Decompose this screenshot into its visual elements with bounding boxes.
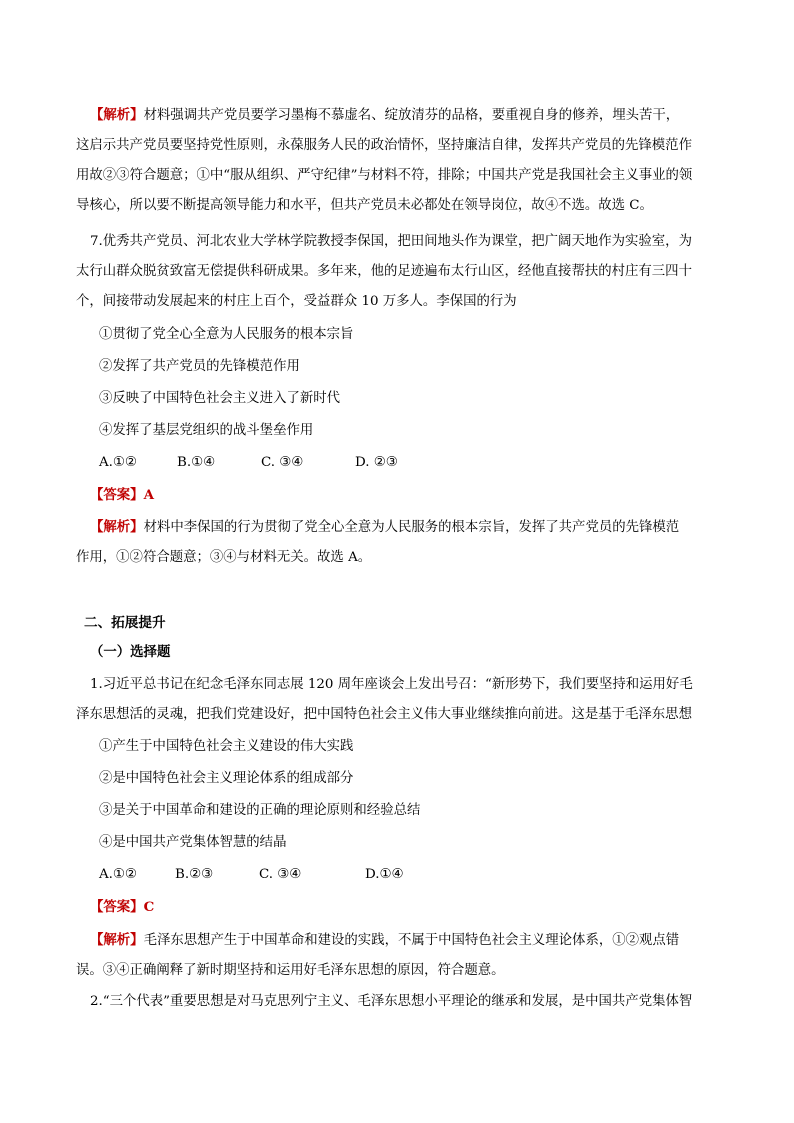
q7-answer-value: A [143,487,154,503]
q7-choice-c: C. ③④ [261,455,304,470]
q1-analysis-line-2: 误。③④正确阐释了新时期坚持和运用好毛泽东思想的原因，符合题意。 [76,963,505,978]
q1-stem-line-1: 1.习近平总书记在纪念毛泽东同志展 120 周年座谈会上发出号召：“新形势下，我们要坚持和运用好毛 [90,677,693,692]
q1-stem [76,670,724,730]
q2-stem [76,987,724,1017]
q1-stem-line-2: 泽东思想活的灵魂，把我们党建设好，把中国特色社会主义伟大事业继续推向前进。这是基于毛泽东思想 [76,707,692,722]
q7-analysis [76,512,724,573]
q1-option-1: ①产生于中国特色社会主义建设的伟大实践 [99,739,354,754]
analysis-label: 【解析】 [90,932,144,948]
q6-analysis-line-4: 导核心，所以要不断提高领导能力和水平，但共产党员未必都处在领导岗位，故④不选。故选 C。 [76,198,653,213]
q1-option-2: ②是中国特色社会主义理论体系的组成部分 [99,771,354,786]
q1-answer-value: C [143,899,155,915]
q6-analysis-line-2: 这启示共产党员要坚持党性原则，永葆服务人民的政治情怀，坚持廉洁自律，发挥共产党员的先锋模范作 [76,138,692,153]
subsection-heading: （一）选择题 [90,644,171,660]
q7-option-1: ①贯彻了党全心全意为人民服务的根本宗旨 [99,327,354,342]
q7-analysis-line-1: 【解析】材料中李保国的行为贯彻了党全心全意为人民服务的根本宗旨，发挥了共产党员的先锋模范 [90,519,680,535]
q7-stem [76,227,724,317]
q7-stem-line-3: 个，间接带动发展起来的村庄上百个，受益群众 10 万多人。李保国的行为 [76,294,517,309]
q1-choices [99,860,404,890]
q7-option-2: ②发挥了共产党员的先锋模范作用 [99,359,300,374]
q1-answer [90,892,154,923]
q7-option-4: ④发挥了基层党组织的战斗堡垒作用 [99,423,314,438]
q2-stem-line-1: 2.“三个代表”重要思想是对马克思列宁主义、毛泽东思想小平理论的继承和发展，是中国共产党集体智 [90,994,693,1009]
analysis-label: 【解析】 [90,107,144,123]
q1-analysis [76,925,724,986]
q7-answer [90,480,154,511]
q1-choice-d: D.①④ [365,867,404,882]
q7-choice-d: D. ②③ [355,455,398,470]
q7-analysis-line-2: 作用，①②符合题意；③④与材料无关。故选 A。 [76,550,372,565]
q6-analysis-line-1: 【解析】材料强调共产党员要学习墨梅不慕虚名、绽放清芬的品格，要重视自身的修养，埋头苦干， [90,107,680,123]
q1-choice-c: C. ③④ [259,867,302,882]
q7-choice-a: A.①② [99,455,137,470]
answer-label: 【答案】 [90,487,144,503]
analysis-label: 【解析】 [90,519,144,535]
q7-option-3: ③反映了中国特色社会主义进入了新时代 [99,391,341,406]
q7-stem-line-2: 太行山群众脱贫致富无偿提供科研成果。多年来，他的足迹遍布太行山区，经他直接帮扶的村庄有三四十 [76,264,692,279]
q6-analysis-line-3: 用故②③符合题意；①中“服从组织、严守纪律”与材料不符，排除；中国共产党是我国社会主义事业的领 [76,168,693,183]
section-heading: 二、拓展提升 [84,615,166,631]
q7-choices [99,448,398,478]
q1-option-4: ④是中国共产党集体智慧的结晶 [99,835,287,850]
q1-choice-b: B.②③ [175,867,214,882]
answer-label: 【答案】 [90,899,144,915]
q7-choice-b: B.①④ [177,455,216,470]
q1-analysis-line-1: 【解析】毛泽东思想产生于中国革命和建设的实践，不属于中国特色社会主义理论体系，①②观点错 [90,932,680,948]
q1-choice-a: A.①② [99,867,137,882]
q6-analysis [76,100,724,221]
q7-stem-line-1: 7.优秀共产党员、河北农业大学林学院教授李保国，把田间地头作为课堂，把广阔天地作为实验室，为 [90,234,692,249]
q1-option-3: ③是关于中国革命和建设的正确的理论原则和经验总结 [99,803,421,818]
